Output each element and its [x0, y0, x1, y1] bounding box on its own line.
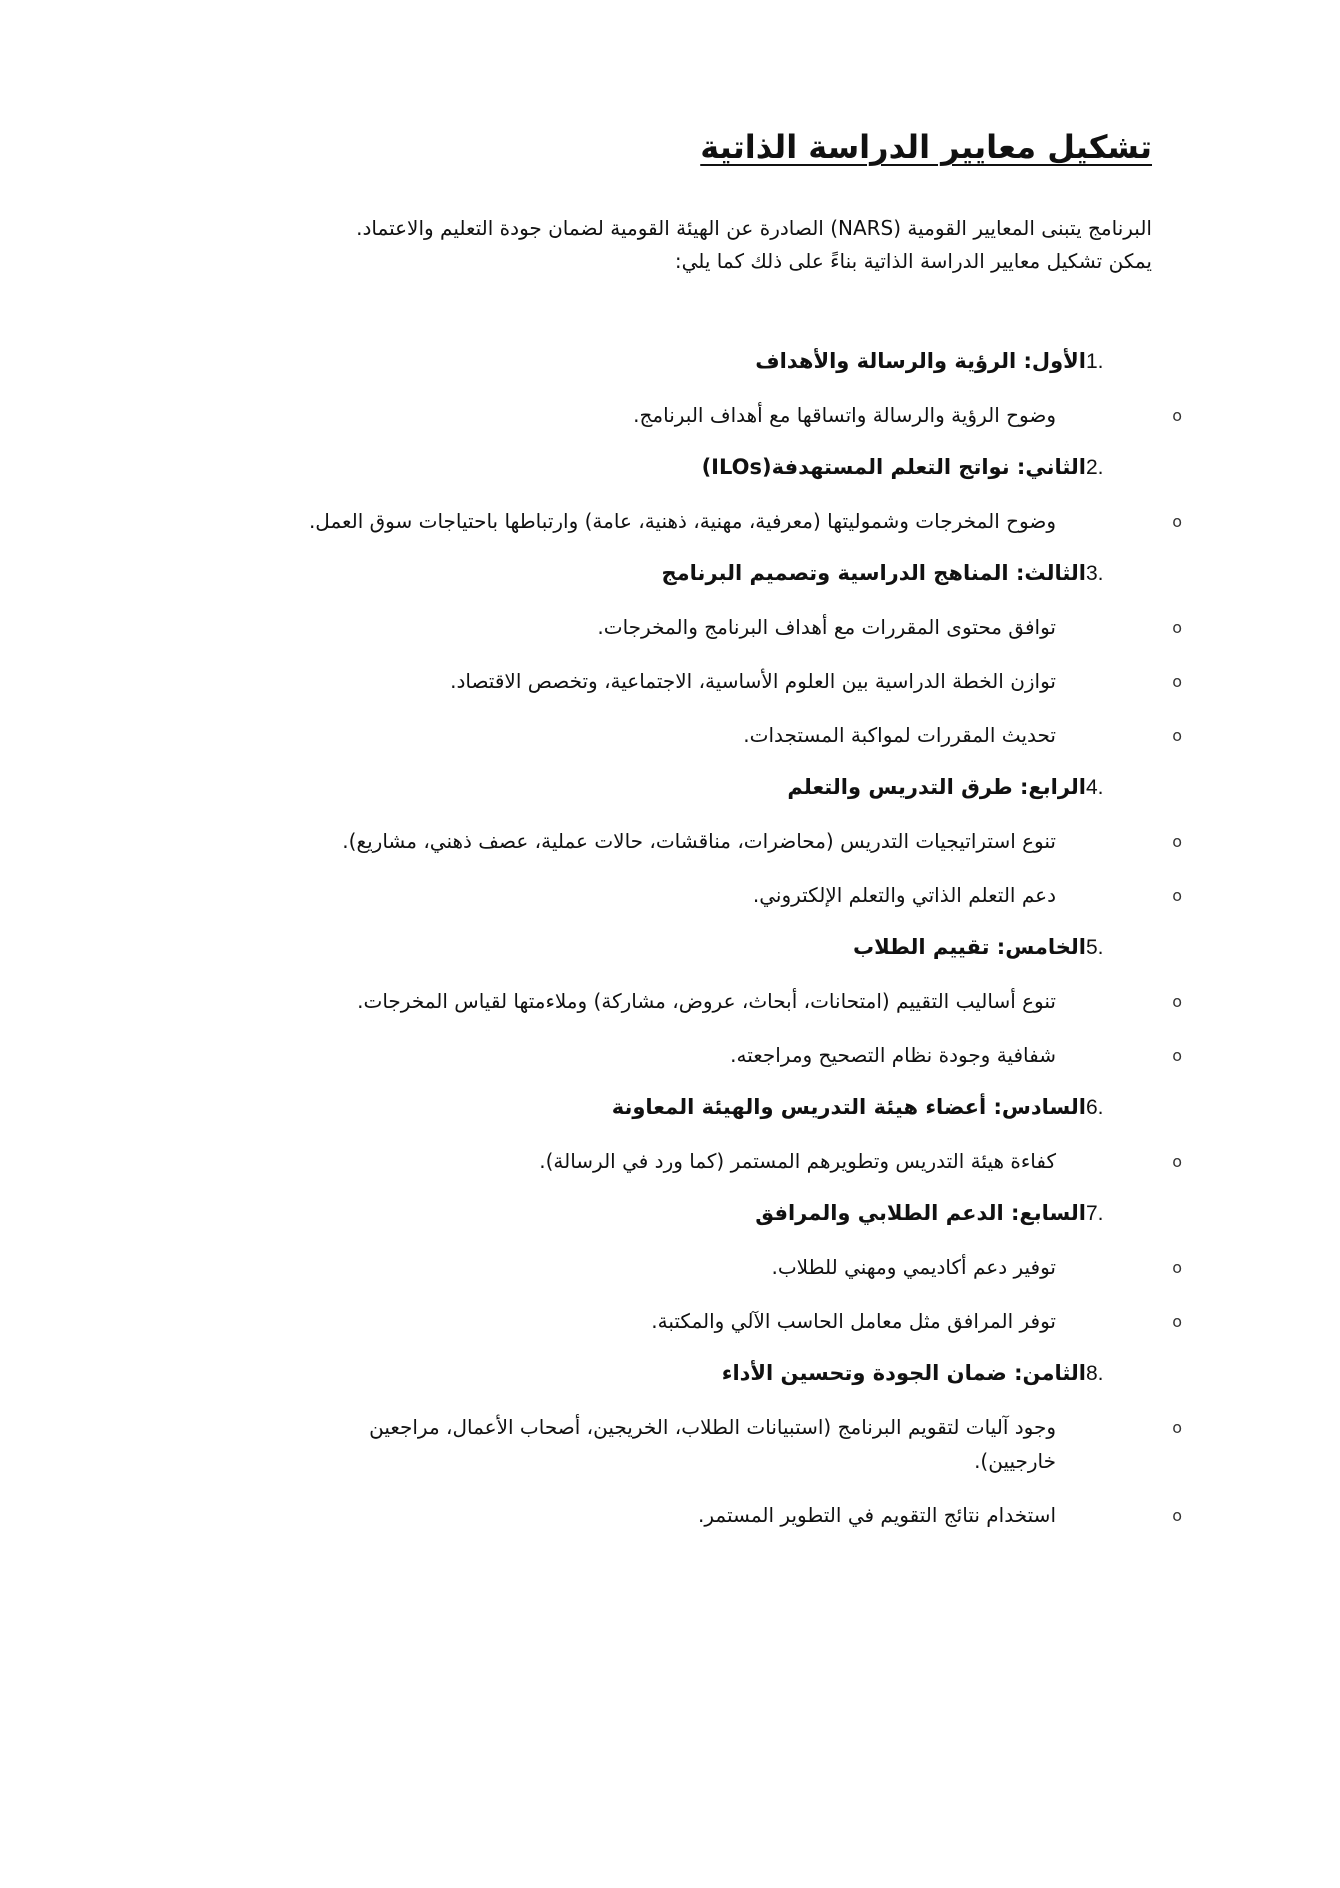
- criterion-heading: [222, 1090, 1122, 1124]
- criterion-title: نواتج التعلم المستهدفة(ILOs): [701, 455, 1010, 479]
- criterion-items: [222, 504, 1182, 538]
- criterion-heading: [222, 1196, 1122, 1230]
- criterion-number: 8.: [1086, 1362, 1104, 1385]
- criterion-title: تقييم الطلاب: [852, 935, 990, 959]
- list-item-text: وضوح الرؤية والرسالة واتساقها مع أهداف البرنامج.: [633, 403, 1056, 427]
- criterion-items: [222, 398, 1182, 432]
- bullet-glyph: o: [1172, 512, 1182, 531]
- criterion-section-5: [222, 930, 1182, 1072]
- bullet-glyph: o: [1172, 992, 1182, 1011]
- list-item-text: استخدام نتائج التقويم في التطوير المستمر.: [698, 1503, 1056, 1527]
- criterion-ordinal-label: السادس:: [993, 1095, 1086, 1119]
- criterion-items: [222, 1410, 1182, 1532]
- list-item: [222, 398, 1182, 432]
- criterion-title: ضمان الجودة وتحسين الأداء: [721, 1361, 1007, 1385]
- criterion-heading: [222, 1356, 1122, 1390]
- criterion-number: 3.: [1086, 562, 1104, 585]
- list-item-text: توازن الخطة الدراسية بين العلوم الأساسية، الاجتماعية، وتخصص الاقتصاد.: [450, 669, 1056, 693]
- list-item-text: تنوع استراتيجيات التدريس (محاضرات، مناقشات، حالات عملية، عصف ذهني، مشاريع).: [342, 829, 1056, 853]
- criterion-title: المناهج الدراسية وتصميم البرنامج: [661, 561, 1009, 585]
- criterion-section-1: [222, 344, 1182, 432]
- criterion-heading: [222, 930, 1122, 964]
- list-item: [222, 1304, 1182, 1338]
- list-item-text: تحديث المقررات لمواكبة المستجدات.: [743, 723, 1056, 747]
- criterion-items: [222, 610, 1182, 752]
- list-item: [222, 664, 1182, 698]
- bullet-glyph: o: [1172, 1152, 1182, 1171]
- criterion-number: 4.: [1086, 776, 1104, 799]
- criterion-number: 7.: [1086, 1202, 1104, 1225]
- bullet-glyph: o: [1172, 1046, 1182, 1065]
- bullet-glyph: o: [1172, 726, 1182, 745]
- list-item: [222, 1498, 1182, 1532]
- bullet-glyph: o: [1172, 1418, 1182, 1437]
- criterion-ordinal-label: الخامس:: [996, 935, 1086, 959]
- bullet-glyph: o: [1172, 618, 1182, 637]
- list-item-text: وجود آليات لتقويم البرنامج (استبيانات الطلاب، الخريجين، أصحاب الأعمال، مراجعين خارجيين).: [369, 1415, 1056, 1473]
- criterion-title: أعضاء هيئة التدريس والهيئة المعاونة: [611, 1095, 987, 1119]
- list-item-text: توافق محتوى المقررات مع أهداف البرنامج والمخرجات.: [597, 615, 1056, 639]
- list-item: [222, 878, 1182, 912]
- bullet-glyph: o: [1172, 1312, 1182, 1331]
- criterion-number: 1.: [1086, 350, 1104, 373]
- criterion-ordinal-label: الثالث:: [1015, 561, 1086, 585]
- list-item-text: شفافية وجودة نظام التصحيح ومراجعته.: [730, 1043, 1056, 1067]
- criterion-ordinal-label: الثامن:: [1014, 1361, 1086, 1385]
- criterion-ordinal-label: الثاني:: [1016, 455, 1086, 479]
- criterion-section-7: [222, 1196, 1182, 1338]
- list-item-text: كفاءة هيئة التدريس وتطويرهم المستمر (كما ورد في الرسالة).: [539, 1149, 1056, 1173]
- list-item: [222, 718, 1182, 752]
- bullet-glyph: o: [1172, 406, 1182, 425]
- criterion-heading: [222, 556, 1122, 590]
- criterion-items: [222, 824, 1182, 912]
- bullet-glyph: o: [1172, 832, 1182, 851]
- criterion-number: 2.: [1086, 456, 1104, 479]
- criterion-items: [222, 1250, 1182, 1338]
- criterion-items: [222, 1144, 1182, 1178]
- criterion-title: طرق التدريس والتعلم: [787, 775, 1013, 799]
- bullet-glyph: o: [1172, 1258, 1182, 1277]
- bullet-glyph: o: [1172, 672, 1182, 691]
- list-item: [222, 1144, 1182, 1178]
- list-item-text: توفر المرافق مثل معامل الحاسب الآلي والمكتبة.: [651, 1309, 1056, 1333]
- criterion-heading: [222, 770, 1122, 804]
- list-item-text: تنوع أساليب التقييم (امتحانات، أبحاث، عروض، مشاركة) وملاءمتها لقياس المخرجات.: [357, 989, 1056, 1013]
- list-item: [222, 1038, 1182, 1072]
- page-title: تشكيل معايير الدراسة الذاتية: [700, 128, 1152, 166]
- criterion-title: الرؤية والرسالة والأهداف: [755, 349, 1017, 373]
- criterion-title: الدعم الطلابي والمرافق: [755, 1201, 1004, 1225]
- criterion-section-2: [222, 450, 1182, 538]
- criterion-heading: [222, 450, 1122, 484]
- list-item-text: توفير دعم أكاديمي ومهني للطلاب.: [771, 1255, 1056, 1279]
- criterion-heading: [222, 344, 1122, 378]
- bullet-glyph: o: [1172, 1506, 1182, 1525]
- list-item: [222, 610, 1182, 644]
- list-item-text: دعم التعلم الذاتي والتعلم الإلكتروني.: [752, 883, 1056, 907]
- list-item: [222, 1250, 1182, 1284]
- criterion-section-3: [222, 556, 1182, 752]
- list-item: [222, 824, 1182, 858]
- list-item: [222, 504, 1182, 538]
- criterion-ordinal-label: الأول:: [1023, 349, 1086, 373]
- criterion-number: 5.: [1086, 936, 1104, 959]
- intro-paragraph: [192, 212, 1152, 278]
- criterion-ordinal-label: الرابع:: [1020, 775, 1086, 799]
- criterion-number: 6.: [1086, 1096, 1104, 1119]
- intro-line-1: البرنامج يتبنى المعايير القومية (NARS) الصادرة عن الهيئة القومية لضمان جودة التعليم والاعتماد.: [356, 216, 1152, 240]
- criterion-ordinal-label: السابع:: [1011, 1201, 1086, 1225]
- criterion-section-4: [222, 770, 1182, 912]
- bullet-glyph: o: [1172, 886, 1182, 905]
- criterion-section-6: [222, 1090, 1182, 1178]
- criterion-items: [222, 984, 1182, 1072]
- list-item: [222, 1410, 1182, 1478]
- criteria-list: [222, 344, 1182, 1550]
- list-item: [222, 984, 1182, 1018]
- intro-line-2: يمكن تشكيل معايير الدراسة الذاتية بناءً على ذلك كما يلي:: [674, 249, 1152, 273]
- criterion-section-8: [222, 1356, 1182, 1532]
- list-item-text: وضوح المخرجات وشموليتها (معرفية، مهنية، ذهنية، عامة) وارتباطها باحتياجات سوق العمل.: [308, 509, 1056, 533]
